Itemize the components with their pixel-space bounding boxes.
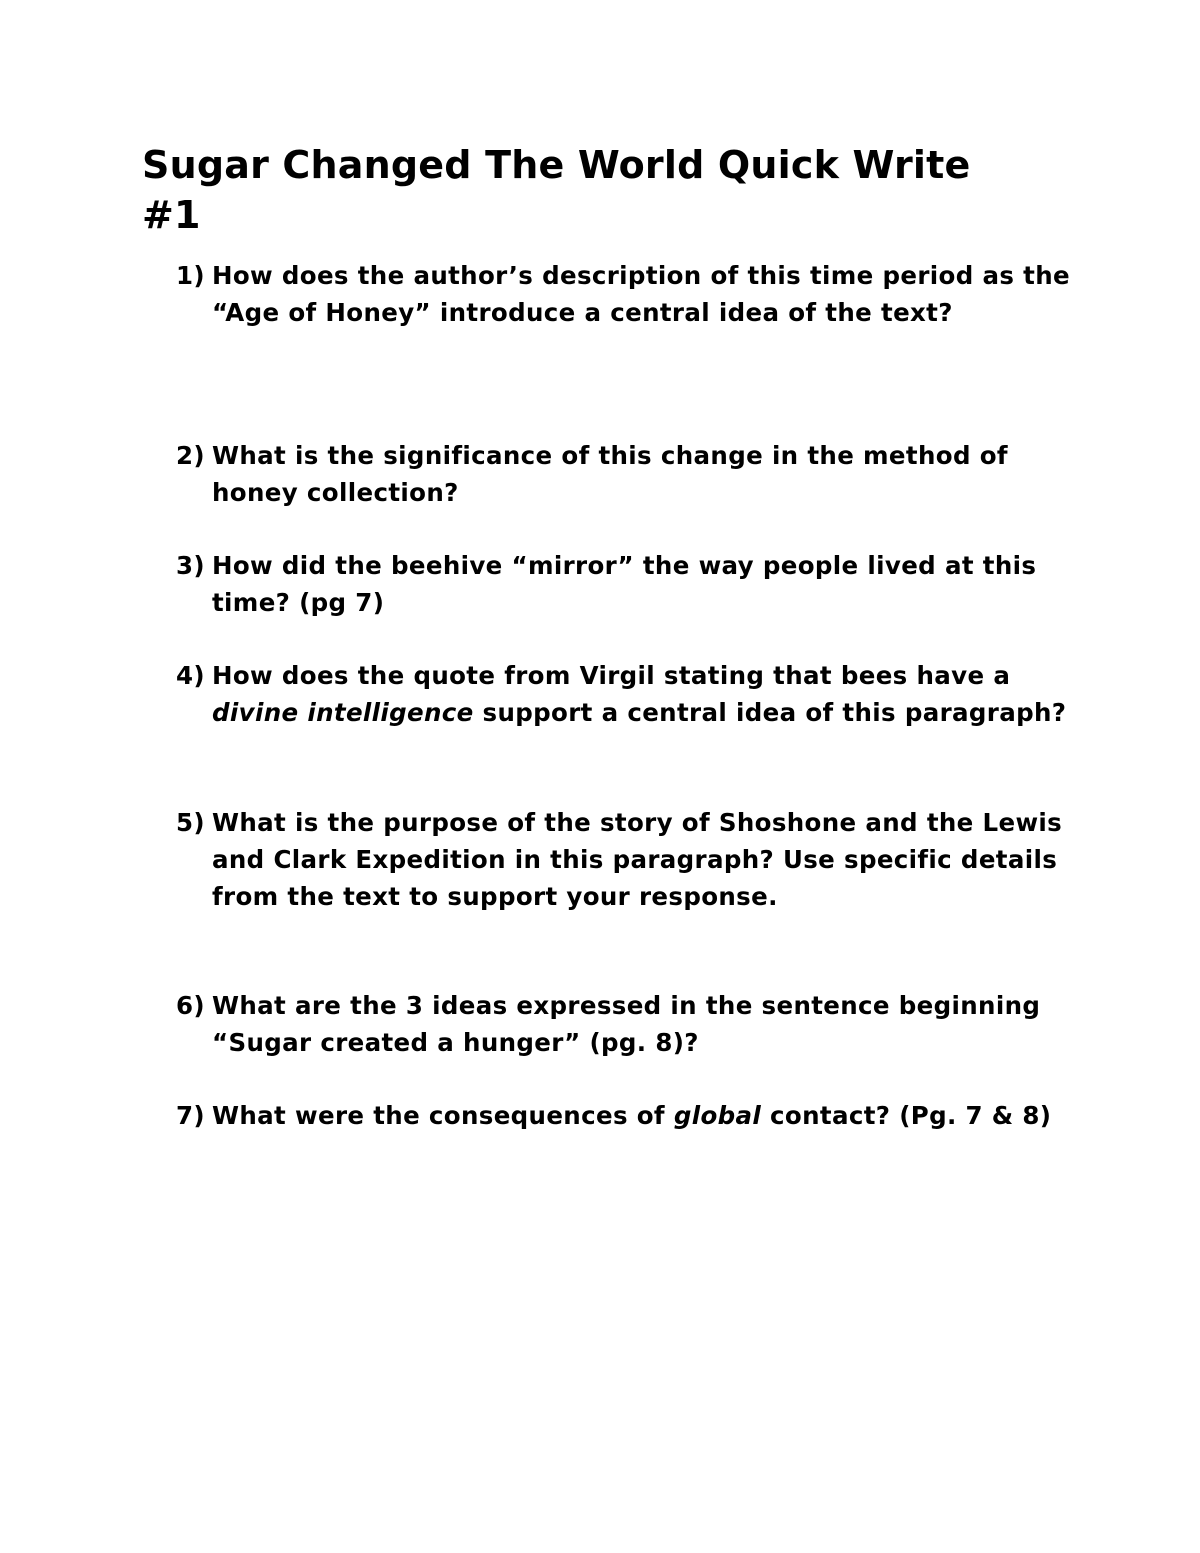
question-text bbox=[212, 658, 1076, 732]
question-text: How did the beehive “mirror” the way people lived at this time? (pg 7) bbox=[212, 551, 1037, 617]
question-text: What is the significance of this change in the method of honey collection? bbox=[212, 441, 1008, 507]
question-item bbox=[176, 988, 1076, 1098]
question-number: 4) bbox=[176, 661, 205, 690]
document-title bbox=[142, 140, 1042, 240]
question-item bbox=[176, 258, 1076, 438]
question-number: 7) bbox=[176, 1101, 205, 1130]
question-number: 2) bbox=[176, 441, 205, 470]
question-item bbox=[176, 438, 1076, 548]
question-text: How does the author’s description of this time period as the “Age of Honey” introduce a central idea of the text? bbox=[212, 261, 1070, 327]
question-text: What are the 3 ideas expressed in the sentence beginning “Sugar created a hunger” (pg. 8)? bbox=[212, 991, 1041, 1057]
italic-phrase: divine intelligence bbox=[212, 697, 474, 727]
question-number: 6) bbox=[176, 991, 205, 1020]
question-item bbox=[176, 548, 1076, 658]
question-text-part: contact? (Pg. 7 & 8) bbox=[761, 1101, 1052, 1130]
question-list bbox=[176, 258, 1076, 1178]
question-text: What is the purpose of the story of Shoshone and the Lewis and Clark Expedition in this paragraph? Use specific details from the text to support your response. bbox=[212, 808, 1063, 911]
question-text-part: support a central idea of this paragraph? bbox=[473, 697, 1067, 727]
question-number: 5) bbox=[176, 808, 205, 837]
question-text-part: What were the consequences of bbox=[212, 1101, 674, 1130]
question-item bbox=[176, 805, 1076, 988]
question-number: 1) bbox=[176, 261, 205, 290]
question-text bbox=[212, 1098, 1076, 1135]
italic-phrase: global bbox=[673, 1101, 762, 1130]
question-item bbox=[176, 1098, 1076, 1178]
title-line-2: #1 bbox=[142, 193, 201, 237]
title-line-1: Sugar Changed The World Quick Write bbox=[142, 143, 971, 187]
question-text-part: How does the quote from Virgil stating that bees have a bbox=[212, 661, 1011, 690]
question-item bbox=[176, 658, 1076, 805]
question-number: 3) bbox=[176, 551, 205, 580]
